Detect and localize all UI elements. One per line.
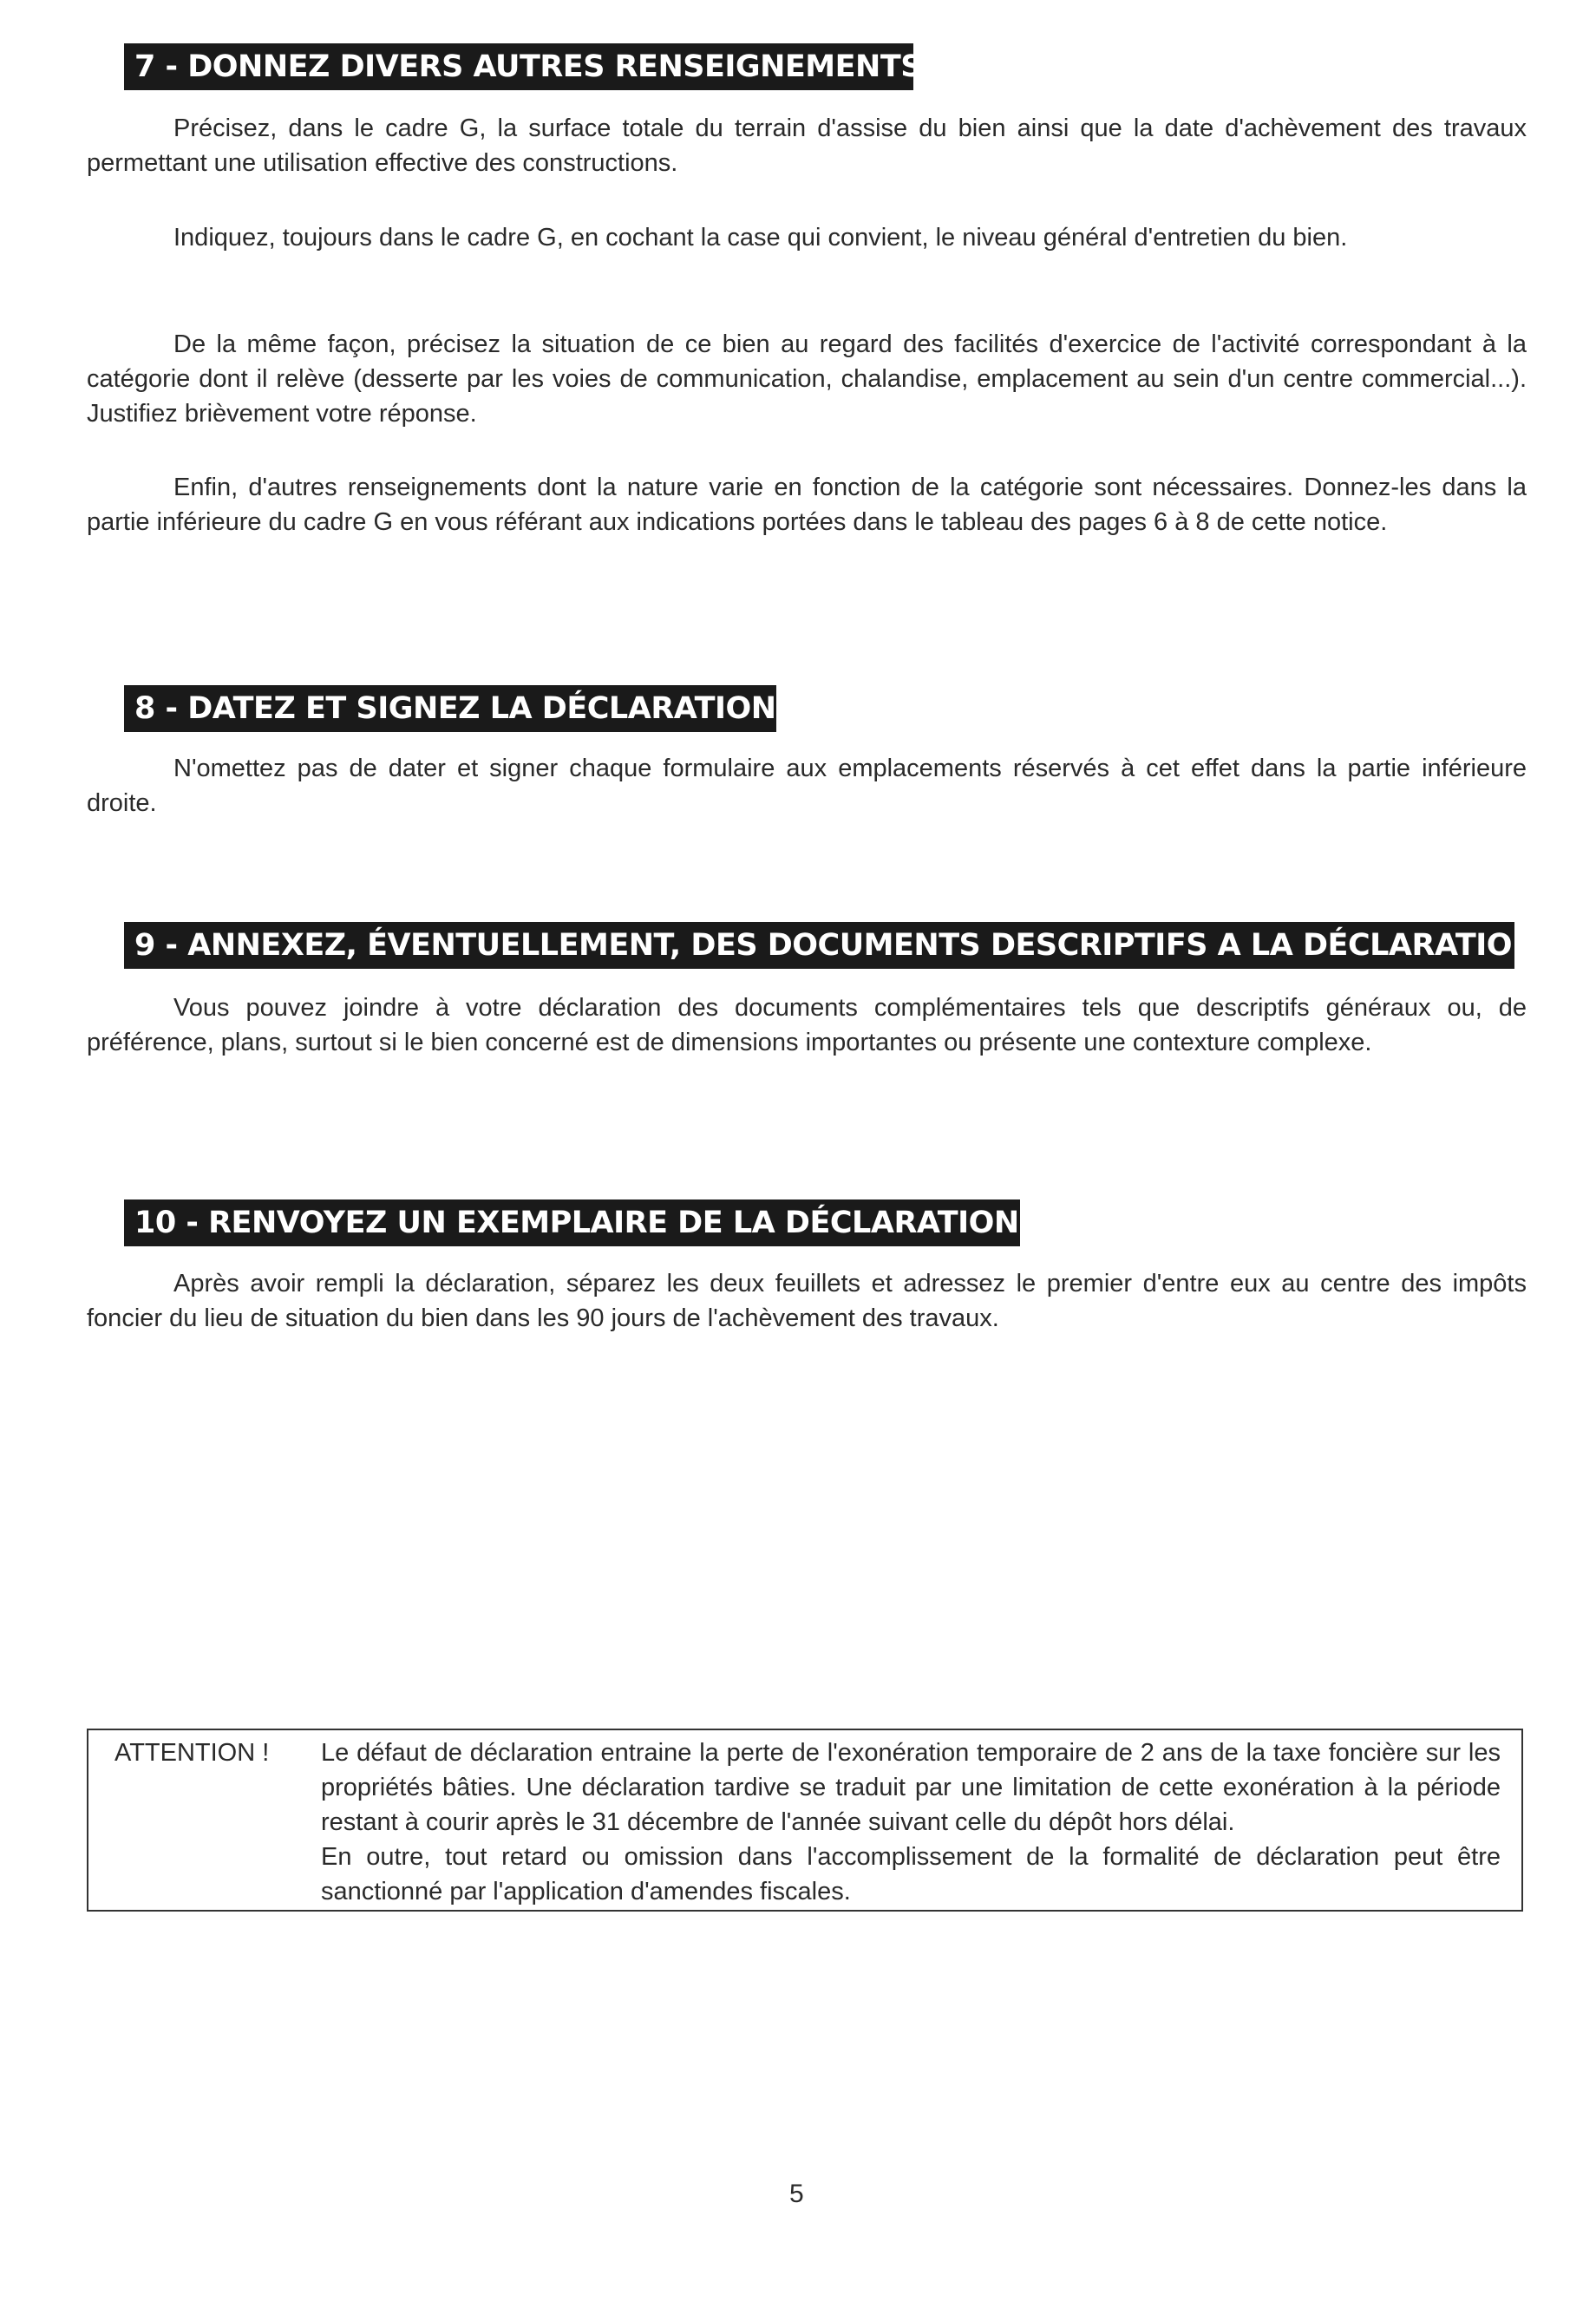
section-7-paragraph-2: Indiquez, toujours dans le cadre G, en cochant la case qui convient, le niveau général d'entretien du bien. [173,224,1348,252]
section-8-paragraph-1: N'omettez pas de dater et signer chaque formulaire aux emplacements réservés à cet effet dans la partie inférieure droite. [87,755,1527,817]
attention-body [321,1736,1501,1909]
section-7-paragraph-1: Précisez, dans le cadre G, la surface totale du terrain d'assise du bien ainsi que la date d'achèvement des travaux permettant une utilisation effective des constructions. [87,114,1527,177]
attention-text: Le défaut de déclaration entraine la perte de l'exonération temporaire de 2 ans de la taxe foncière sur les propriétés bâties. Une déclaration tardive se traduit par une limitation de cette exonération à la période restant à courir après le 31 décembre de l'année suivant celle du dépôt hors délai. [321,1739,1501,1836]
attention-text-block [321,1736,1501,1909]
section-8-heading: 8 - DATEZ ET SIGNEZ LA DÉCLARATION [124,685,776,732]
section-10-heading: 10 - RENVOYEZ UN EXEMPLAIRE DE LA DÉCLARATION [124,1199,1020,1246]
section-7-heading: 7 - DONNEZ DIVERS AUTRES RENSEIGNEMENTS [124,43,913,90]
attention-label: ATTENTION ! [114,1739,270,1767]
attention-text-2: En outre, tout retard ou omission dans l'accomplissement de la formalité de déclaration peut être sanctionné par l'application d'amendes fiscales. [321,1843,1501,1905]
section-7-paragraph-4: Enfin, d'autres renseignements dont la nature varie en fonction de la catégorie sont nécessaires. Donnez-les dans la partie inférieure du cadre G en vous référant aux indications portées dans le tableau des pages 6 à 8 de cette notice. [87,474,1527,536]
page-number: 5 [789,2180,804,2208]
section-9-heading: 9 - ANNEXEZ, ÉVENTUELLEMENT, DES DOCUMENTS DESCRIPTIFS A LA DÉCLARATION [124,922,1514,969]
section-10-paragraph-1: Après avoir rempli la déclaration, séparez les deux feuillets et adressez le premier d'entre eux au centre des impôts foncier du lieu de situation du bien dans les 90 jours de l'achèvement des travaux. [87,1270,1527,1332]
section-7-paragraph-3: De la même façon, précisez la situation de ce bien au regard des facilités d'exercice de l'activité correspondant à la catégorie dont il relève (desserte par les voies de communication, chalandise, emplacement au sein d'un centre commercial...). Justifiez brièvement votre réponse. [87,330,1527,428]
attention-box [87,1729,1523,1912]
section-9-paragraph-1: Vous pouvez joindre à votre déclaration des documents complémentaires tels que descriptifs généraux ou, de préférence, plans, surtout si le bien concerné est de dimensions importantes ou présente une contexture complexe. [87,994,1527,1056]
